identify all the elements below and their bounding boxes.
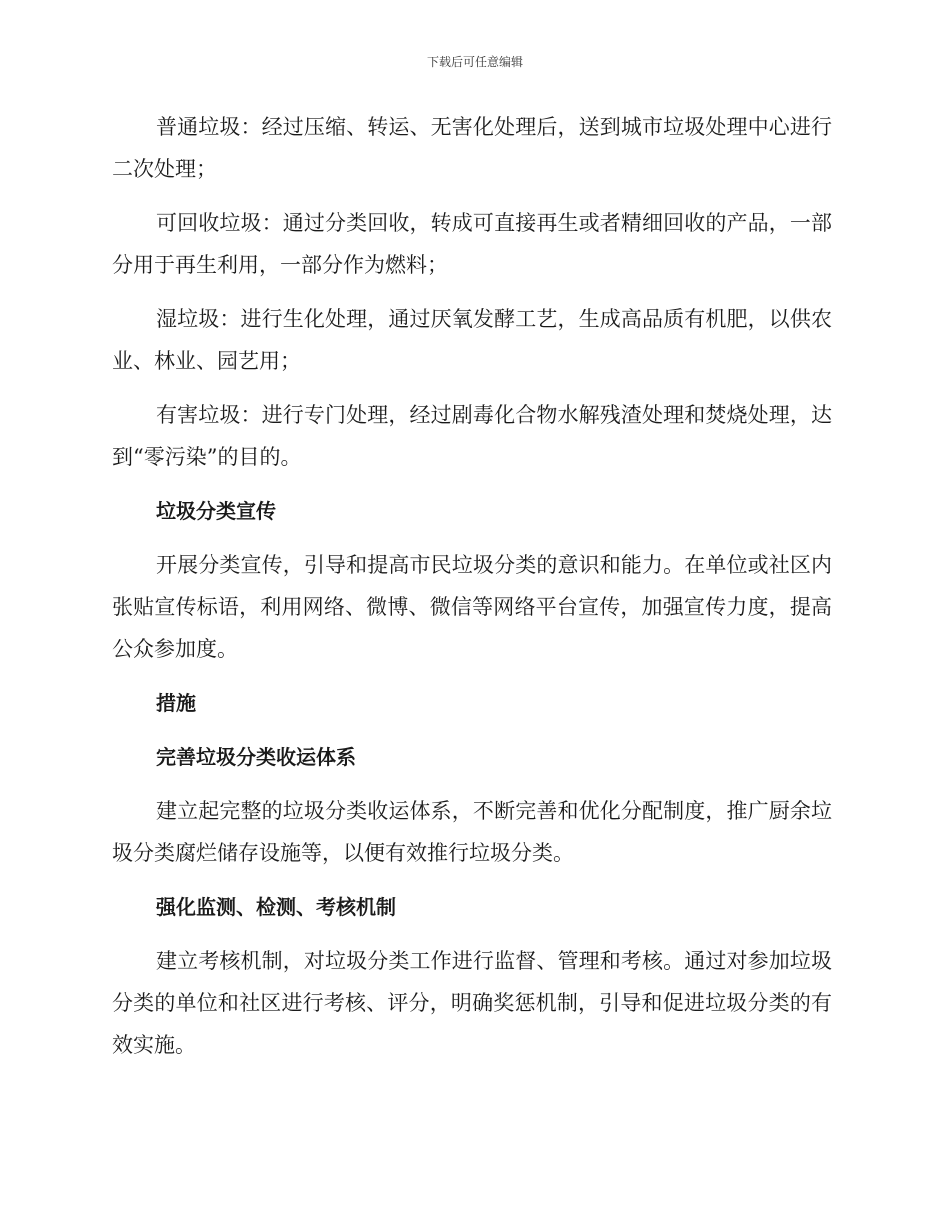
section-heading-publicity: 垃圾分类宣传 [156, 499, 276, 523]
paragraph-ordinary-waste: 普通垃圾：经过压缩、转运、无害化处理后，送到城市垃圾处理中心进行二次处理； [112, 115, 832, 181]
section-heading-measures: 措施 [156, 691, 196, 715]
paragraph-publicity: 开展分类宣传，引导和提高市民垃圾分类的意识和能力。在单位或社区内张贴宣传标语，利用网络、微博、微信等网络平台宣传，加强宣传力度，提高公众参加度。 [112, 553, 832, 661]
paragraph-collection-system: 建立起完整的垃圾分类收运体系，不断完善和优化分配制度，推广厨余垃圾分类腐烂储存设施等，以便有效推行垃圾分类。 [112, 799, 832, 865]
document-body [112, 106, 832, 1078]
paragraph-wet-waste: 湿垃圾：进行生化处理，通过厌氧发酵工艺，生成高品质有机肥，以供农业、林业、园艺用； [112, 307, 832, 373]
section-heading-monitoring: 强化监测、检测、考核机制 [156, 895, 396, 919]
paragraph-recyclable-waste: 可回收垃圾：通过分类回收，转成可直接再生或者精细回收的产品，一部分用于再生利用，一部分作为燃料； [112, 211, 832, 277]
paragraph-hazardous-waste: 有害垃圾：进行专门处理，经过剧毒化合物水解残渣处理和焚烧处理，达到“零污染”的目的。 [112, 403, 832, 469]
section-heading-collection-system: 完善垃圾分类收运体系 [156, 745, 356, 769]
page-header: 下载后可任意编辑 [426, 55, 523, 69]
paragraph-monitoring: 建立考核机制，对垃圾分类工作进行监督、管理和考核。通过对参加垃圾分类的单位和社区进行考核、评分，明确奖惩机制，引导和促进垃圾分类的有效实施。 [112, 949, 832, 1057]
